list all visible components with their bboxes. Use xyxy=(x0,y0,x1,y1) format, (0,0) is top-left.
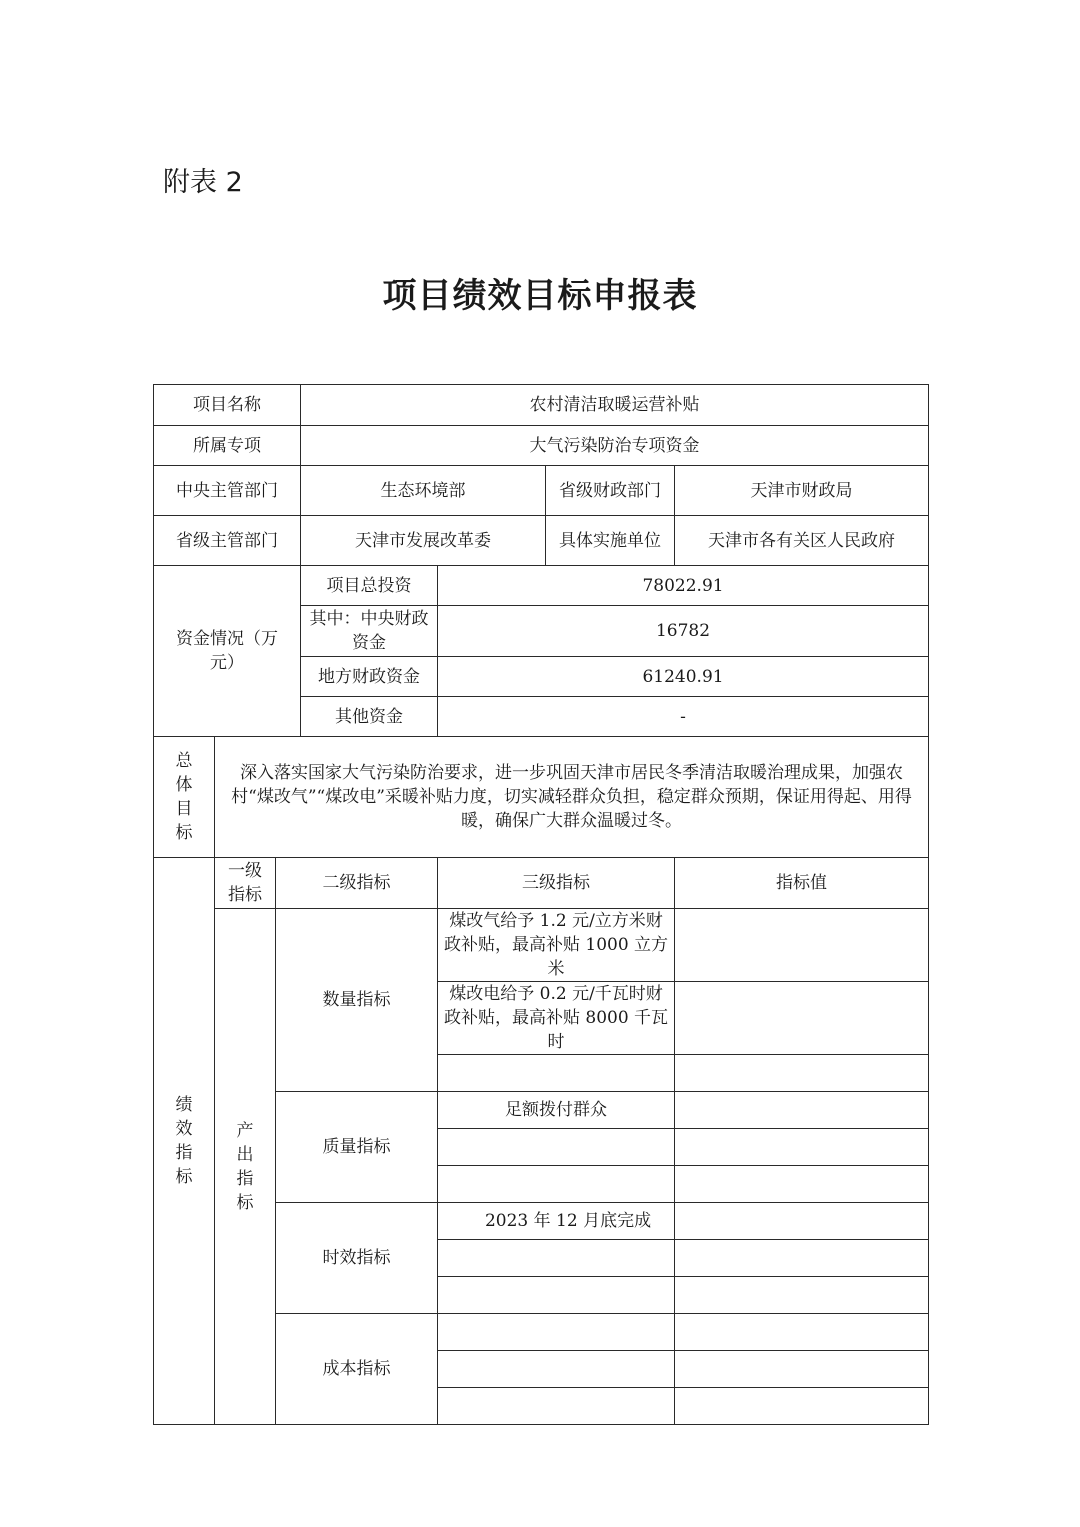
quality-item-3 xyxy=(438,1166,675,1203)
page-title: 项目绩效目标申报表 xyxy=(382,276,698,316)
impl-unit-value: 天津市各有关区人民政府 xyxy=(675,516,929,566)
cost-item-2 xyxy=(438,1351,675,1388)
goal-text: 深入落实国家大气污染防治要求，进一步巩固天津市居民冬季清洁取暖治理成果，加强农村“煤改气”“煤改电”采暖补贴力度，切实减轻群众负担，稳定群众预期，保证用得起、用得暖，确保广大群众温暖过冬。 xyxy=(215,737,929,858)
cost-value-2 xyxy=(675,1351,929,1388)
cost-value-3 xyxy=(675,1388,929,1425)
cost-item-3 xyxy=(438,1388,675,1425)
prov-dept-label: 省级主管部门 xyxy=(154,516,301,566)
timeliness-item-2 xyxy=(438,1240,675,1277)
timeliness-label: 时效指标 xyxy=(276,1203,438,1314)
project-name-label: 项目名称 xyxy=(154,385,301,426)
prov-finance-label: 省级财政部门 xyxy=(546,466,675,516)
quantity-value-1 xyxy=(675,909,929,982)
funds-other-label: 其他资金 xyxy=(301,697,438,737)
quality-value-1 xyxy=(675,1092,929,1129)
performance-target-form xyxy=(153,384,929,1425)
funds-other-value: - xyxy=(438,697,929,737)
central-dept-value: 生态环境部 xyxy=(301,466,546,516)
cost-value-1 xyxy=(675,1314,929,1351)
quality-value-3 xyxy=(675,1166,929,1203)
funds-label: 资金情况（万元） xyxy=(154,566,301,737)
quantity-label: 数量指标 xyxy=(276,909,438,1092)
col-level3-header: 三级指标 xyxy=(438,858,675,909)
funds-total-value: 78022.91 xyxy=(438,566,929,606)
prov-dept-value: 天津市发展改革委 xyxy=(301,516,546,566)
funds-central-value: 16782 xyxy=(438,606,929,657)
funds-central-label: 其中：中央财政资金 xyxy=(301,606,438,657)
attachment-label: 附表 2 xyxy=(163,167,243,198)
funds-local-label: 地方财政资金 xyxy=(301,657,438,697)
col-value-header: 指标值 xyxy=(675,858,929,909)
col-level1-header: 一级指标 xyxy=(215,858,276,909)
quality-value-2 xyxy=(675,1129,929,1166)
impl-unit-label: 具体实施单位 xyxy=(546,516,675,566)
cost-label: 成本指标 xyxy=(276,1314,438,1425)
quality-item-2 xyxy=(438,1129,675,1166)
indicators-label: 绩效指标 xyxy=(154,858,215,1425)
project-name-value: 农村清洁取暖运营补贴 xyxy=(301,385,929,426)
quantity-value-3 xyxy=(675,1055,929,1092)
category-label: 所属专项 xyxy=(154,426,301,466)
funds-local-value: 61240.91 xyxy=(438,657,929,697)
cost-item-1 xyxy=(438,1314,675,1351)
timeliness-item-3 xyxy=(438,1277,675,1314)
quality-item-1: 足额拨付群众 xyxy=(438,1092,675,1129)
output-indicator-label: 产出指标 xyxy=(215,909,276,1425)
category-value: 大气污染防治专项资金 xyxy=(301,426,929,466)
prov-finance-value: 天津市财政局 xyxy=(675,466,929,516)
timeliness-value-1 xyxy=(675,1203,929,1240)
quality-label: 质量指标 xyxy=(276,1092,438,1203)
timeliness-value-2 xyxy=(675,1240,929,1277)
central-dept-label: 中央主管部门 xyxy=(154,466,301,516)
funds-total-label: 项目总投资 xyxy=(301,566,438,606)
quantity-item-2: 煤改电给予 0.2 元/千瓦时财政补贴，最高补贴 8000 千瓦时 xyxy=(438,982,675,1055)
quantity-item-3 xyxy=(438,1055,675,1092)
timeliness-value-3 xyxy=(675,1277,929,1314)
goal-label: 总体目标 xyxy=(154,737,215,858)
col-level2-header: 二级指标 xyxy=(276,858,438,909)
timeliness-item-1: 2023 年 12 月底完成 xyxy=(438,1203,675,1240)
quantity-value-2 xyxy=(675,982,929,1055)
quantity-item-1: 煤改气给予 1.2 元/立方米财政补贴，最高补贴 1000 立方米 xyxy=(438,909,675,982)
